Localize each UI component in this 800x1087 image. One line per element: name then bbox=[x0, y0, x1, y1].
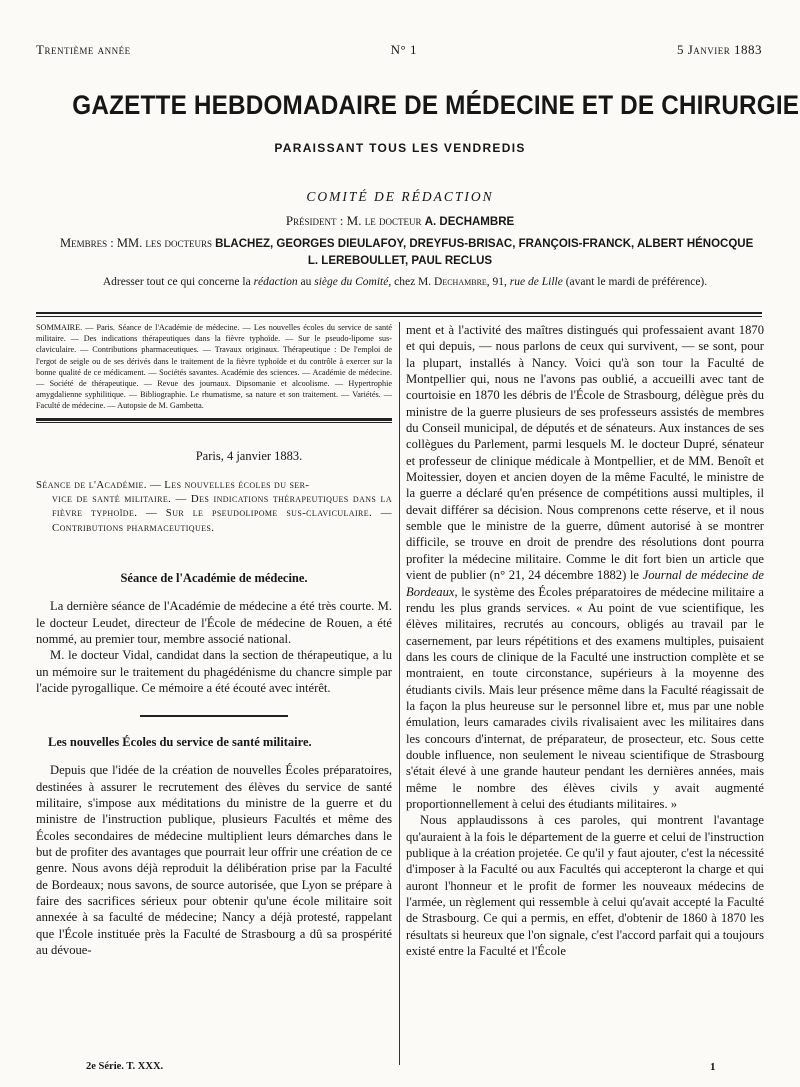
president-name: A. DECHAMBRE bbox=[424, 216, 515, 228]
members-line-1 bbox=[60, 236, 754, 251]
address-part: rue de Lille bbox=[509, 276, 563, 288]
section-body-academie bbox=[36, 598, 392, 696]
members-names-2: L. LEREBOULLET, PAUL RECLUS bbox=[307, 255, 493, 267]
year-label: Trentième année bbox=[36, 42, 131, 57]
address-part: Dechambre bbox=[434, 276, 487, 288]
issue-date: 5 Janvier 1883 bbox=[676, 42, 762, 57]
issue-number: N° 1 bbox=[390, 42, 417, 57]
paragraph: M. le docteur Vidal, candidat dans la section de thérapeutique, a lu un mémoire sur le traitement du phagédénisme du chancre simple par l'acide pyrogallique. Ce mémoire a été écouté avec intérêt. bbox=[36, 648, 392, 695]
journal-title: Journal de médecine de Bordeaux bbox=[406, 568, 764, 599]
series-volume: 2e Série. T. XXX. bbox=[86, 1061, 164, 1072]
members-names-1: BLACHEZ, GEORGES DIEULAFOY, DREYFUS-BRISAC, FRANÇOIS-FRANCK, ALBERT HÉNOCQUE bbox=[215, 238, 754, 250]
sommaire: SOMMAIRE. — Paris. Séance de l'Académie de médecine. — Les nouvelles écoles du service de santé militaire. — Des indications thérapeutiques dans la fièvre typhoïde. — Sur le pseudo-lipome sus-claviculaire. — Contributions pharmaceutiques. — Travaux originaux. Thérapeutique : De l'emploi de l'ergot de seigle ou de ses dérivés dans le traitement de la fièvre typhoïde et du contrôle à exercer sur la bonne qualité de ce médicament. — Sociétés savantes. Académie des sciences. — Académie de médecine. — Société de thérapeutique. — Revue des journaux. Dipsomanie et alcoolisme. — Hypertrophie amygdalienne syphilitique. — Bibliographie. Le rhumatisme, sa nature et son traitement. — Variétés. — Faculté de médecine. — Autopsie de M. Gambetta. bbox=[36, 323, 392, 411]
paragraph: Depuis que l'idée de la création de nouvelles Écoles préparatoires, destinées à assurer le recrutement des élèves du service de santé militaire, s'impose aux méditations du ministre de la guerre et du ministre de l'instruction publique, plusieurs Facultés et même des Écoles secondaires de médecine multiplient leurs démarches dans le but de profiter des avantages que pourrait leur offrir une création de ce genre. Nous avons déjà reproduit la délibération prise par la Faculté de Bordeaux; nous savons, de source autorisée, que Lyon se prépare à faire des sacrifices sérieux pour obtenir qu'une école militaire soit annexée à sa faculté de médecine; Nancy a déjà protesté, rappelant que l'École instituée près la Faculté de Strasbourg a dû sa prospérité au dévoue- bbox=[36, 763, 392, 958]
dateline: Paris, 4 janvier 1883. bbox=[195, 448, 303, 463]
editorial-address bbox=[50, 276, 760, 288]
text-run: , le système des Écoles préparatoires de médecine militaire a rendu les plus grands services. « Au point de vue scientifique, les élèves militaires, recrutés au concours, obligés au travail par le casernement, par leurs répétitions et des examens multiples, puisaient dans les cours de clinique de la Faculté une instruction complète et se montraient, en toute circonstance, supérieurs à la moyenne des étudiants civils. Mais leur présence même dans la Faculté réagissait de la façon la plus heureuse sur le personnel libre et, mus par une noble émulation, leurs camarades civils rivalisaient avec les militaires dans les concours d'internat, de préparateur, de prosecteur, etc. Sous cette double influence, non seulement le niveau scientifique de Strasbourg s'était élevé à une grande hauteur pendant les dernières années, mais même le nombre des élèves civils y avait augmenté proportionnellement à celui des étudiants militaires. » bbox=[406, 584, 764, 811]
address-part: , 91, bbox=[486, 276, 510, 288]
address-part: au bbox=[297, 276, 315, 288]
members-label: Membres : MM. les docteurs bbox=[60, 236, 212, 250]
section-body-ecoles bbox=[36, 762, 392, 958]
masthead-title: GAZETTE HEBDOMADAIRE DE MÉDECINE ET DE CHIRURGIE bbox=[72, 90, 800, 120]
sommaire-rule bbox=[36, 418, 392, 423]
address-part: siège du Comité bbox=[314, 276, 389, 288]
members-line-2 bbox=[0, 253, 800, 268]
committee-heading: COMITÉ DE RÉDACTION bbox=[306, 189, 494, 204]
paragraph bbox=[406, 322, 764, 812]
section-rule bbox=[140, 715, 288, 717]
president-label: Président : M. le docteur bbox=[285, 213, 422, 228]
address-part: rédaction bbox=[253, 276, 298, 288]
address-part: Adresser tout ce qui concerne la bbox=[102, 276, 254, 288]
address-part: , chez M. bbox=[388, 276, 435, 288]
column-divider bbox=[399, 322, 400, 1065]
section-title-academie: Séance de l'Académie de médecine. bbox=[120, 571, 308, 586]
issue-header-line bbox=[36, 42, 762, 58]
session-summary-first: Séance de l'Académie. — Les nouvelles écoles du ser- bbox=[36, 478, 310, 491]
text-run: ment et à l'activité des maîtres distingués qui professaient avant 1870 et qui depuis, — nous parlons de ceux qui survivent, — se sont, pour la plupart, installés à Nancy. Voici qu'à son tour la Faculté de Montpellier qui, nous ne l'avons pas oublié, a accueilli avec tant de courtoisie en 1870 les débris de l'École de Strasbourg, délègue près du ministre de la guerre plusieurs de ses professeurs assistés de membres du Conseil municipal, de députés et de sénateurs. Aux instances de ses collègues du Parlement, parmi lesquels M. le docteur Dupré, sénateur et professeur de clinique médicale à Montpellier, et de MM. Benoît et Moitessier, doyen et ancien doyen de la même Faculté, le ministre de la guerre a déclaré qu'en présence de compétitions aussi multiples, il devait différer sa décision. Nous comprenons cette réserve, et il nous semble que le ministre de la guerre, dûment autorisé à se montrer difficile, se trouve en droit de prendre des résolutions dont pourra profiter la médecine militaire. Comme le dit fort bien un article que vient de publier (n° 21, 24 décembre 1882) le bbox=[406, 323, 764, 583]
session-summary-rest: vice de santé militaire. — Des indications thérapeutiques dans la fièvre typhoïde. — Sur le pseudolipome sus-claviculaire. — Contributions pharmaceutiques. bbox=[52, 493, 392, 534]
masthead-tagline: PARAISSANT TOUS LES VENDREDIS bbox=[274, 141, 526, 155]
president-line bbox=[0, 213, 800, 229]
page-number: 1 bbox=[710, 1061, 716, 1073]
address-part: (avant le mardi de préférence). bbox=[562, 276, 708, 288]
masthead-divider bbox=[36, 312, 762, 317]
session-summary bbox=[36, 478, 392, 536]
left-column bbox=[36, 322, 392, 958]
paragraph: La dernière séance de l'Académie de médecine a été très courte. M. le docteur Leudet, directeur de l'École de médecine de Rouen, a été nommé, au premier tour, membre associé national. bbox=[36, 599, 392, 646]
right-column bbox=[406, 322, 764, 959]
paragraph: Nous applaudissons à ces paroles, qui montrent l'avantage qu'auraient à la fois le département de la guerre et celui de l'instruction publique à la création projetée. Ce qu'il y faut ajouter, c'est la nécessité d'imposer à la Faculté ou aux Facultés qui accepteront la charge et qui auront l'honneur et le profit de former les nouveaux médecins de l'armée, un règlement qui ressemble à celui qu'avait accepté la Faculté de Strasbourg. Ce qui a permis, en effet, d'obtenir de 1860 à 1870 les résultats si heureux que l'on signale, c'est l'accord parfait qui a toujours existé entre la Faculté et l'École bbox=[406, 813, 764, 959]
section-title-ecoles: Les nouvelles Écoles du service de santé militaire. bbox=[48, 735, 312, 750]
